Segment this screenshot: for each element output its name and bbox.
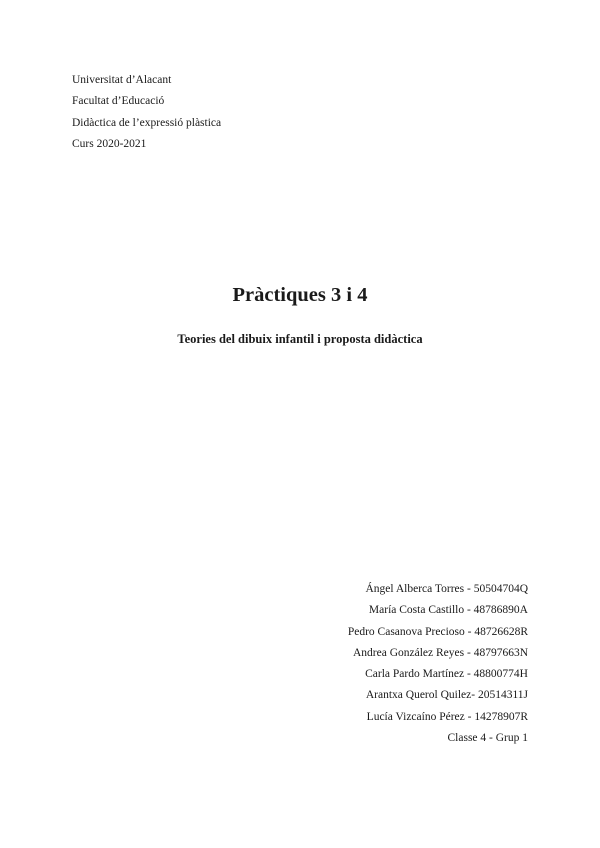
author-entry: Arantxa Querol Quilez- 20514311J [365, 689, 528, 702]
course-year: Curs 2020-2021 [72, 137, 147, 150]
author-entry: Andrea González Reyes - 48797663N [353, 646, 528, 659]
author-entry: Ángel Alberca Torres - 50504704Q [365, 583, 528, 595]
university-name: Universitat d’Alacant [72, 74, 172, 86]
document-title: Pràctiques 3 i 4 [232, 284, 368, 306]
subject-name: Didàctica de l’expressió plàstica [72, 116, 222, 129]
author-entry: Lucía Vizcaíno Pérez - 14278907R [366, 710, 528, 723]
document-subtitle: Teories del dibuix infantil i proposta didàctica [177, 332, 423, 346]
author-entry: Carla Pardo Martínez - 48800774H [365, 668, 528, 681]
author-entry: Pedro Casanova Precioso - 48726628R [347, 625, 528, 638]
faculty-name: Facultat d’Educació [72, 95, 165, 108]
authors-list [348, 579, 528, 749]
class-group: Classe 4 - Grup 1 [447, 732, 528, 745]
institution-header [72, 70, 221, 155]
author-entry: María Costa Castillo - 48786890A [368, 604, 528, 617]
